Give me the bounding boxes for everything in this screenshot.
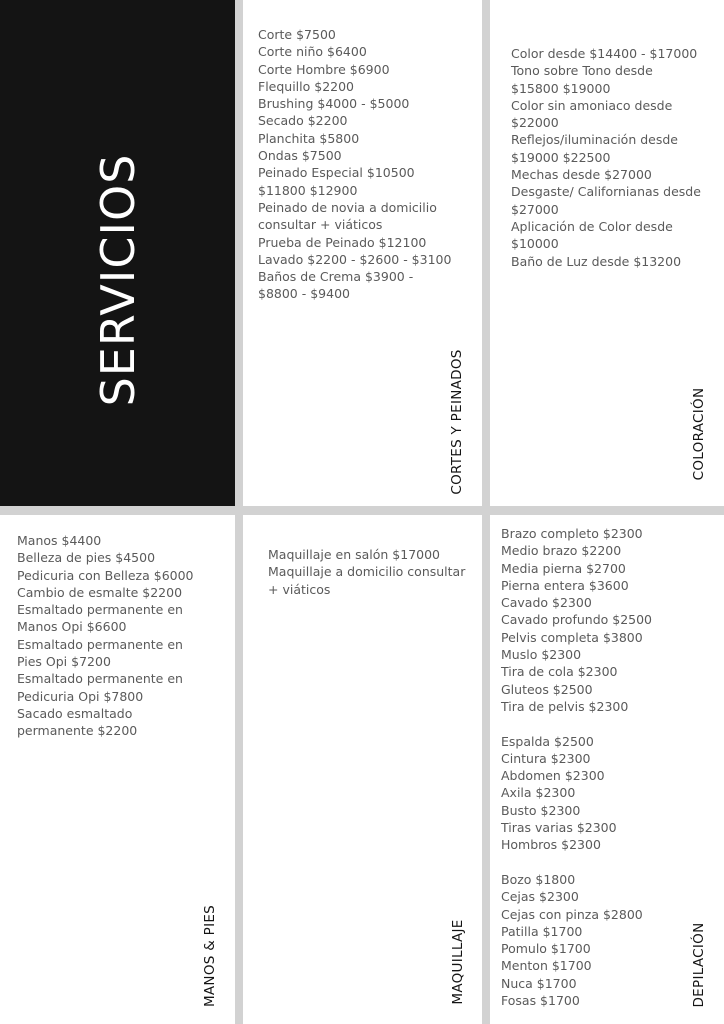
list-item: Corte niño $6400 [258,44,367,60]
list-item: Flequillo $2200 [258,78,355,94]
list-item: Tira de pelvis $2300 [501,698,629,714]
list-item: Aplicación de Color desde [511,218,673,234]
list-item: $19000 $22500 [511,149,611,165]
list-item: Cejas con pinza $2800 [501,906,643,922]
list-item: Cambio de esmalte $2200 [17,584,183,600]
list-item: Pedicuria Opi $7800 [17,688,144,704]
list-item: Esmaltado permanente en [17,636,183,652]
list-item: Fosas $1700 [501,993,580,1009]
section-maquillaje [243,515,482,1024]
list-item: Esmaltado permanente en [17,671,183,687]
list-item: Manos $4400 [17,533,102,548]
list-item: Brushing $4000 - $5000 [258,96,410,112]
list-item: Manos Opi $6600 [17,619,127,635]
list-item: Secado $2200 [258,113,348,129]
list-item: Cintura $2300 [501,750,591,766]
list-item: $10000 [511,236,559,252]
list-item: Cavado profundo $2500 [501,612,653,628]
section-label-cortes: CORTES Y PEINADOS [449,349,465,495]
section-label-coloracion: COLORACIÓN [691,387,707,481]
list-item: Tiras varias $2300 [501,820,617,836]
list-item: Bozo $1800 [501,871,576,887]
section-label-depilacion: DEPILACIÓN [691,922,707,1008]
list-item: Ondas $7500 [258,148,342,164]
list-item: Medio brazo $2200 [501,543,622,559]
list-item: Peinado de novia a domicilio [258,199,437,215]
list-item: Belleza de pies $4500 [17,550,156,566]
section-coloracion [490,0,724,506]
list-item: Peinado Especial $10500 [258,165,415,181]
page-title: SERVICIOS [91,153,145,407]
list-item: Corte $7500 [258,27,336,42]
section-manos-y-pies [0,515,235,1024]
title-block [0,0,235,506]
section-cortes-y-peinados [243,0,482,506]
section-label-manos: MANOS & PIES [202,904,218,1008]
section-depilacion [490,515,724,1024]
depilacion-price-list [501,525,652,1009]
list-item: Baños de Crema $3900 - [258,269,414,285]
horizontal-divider [0,506,724,515]
list-item: permanente $2200 [17,723,138,739]
list-item: Nuca $1700 [501,975,577,991]
list-item: consultar + viáticos [258,217,383,233]
list-item: Color desde $14400 - $17000 [511,46,698,61]
list-item: Pies Opi $7200 [17,654,111,670]
list-item: Media pierna $2700 [501,560,626,576]
list-item: $22000 [511,115,559,131]
list-item: Busto $2300 [501,802,581,818]
list-item: Gluteos $2500 [501,681,593,697]
list-item: Pomulo $1700 [501,941,591,957]
list-item: $8800 - $9400 [258,286,350,302]
list-item: Maquillaje a domicilio consultar [268,564,466,580]
list-item: Axila $2300 [501,785,576,801]
coloracion-price-list [511,45,701,270]
cortes-price-list [258,26,451,303]
maquillaje-price-list [268,546,465,598]
list-item: Tira de cola $2300 [501,664,618,680]
list-item: Mechas desde $27000 [511,167,652,183]
list-item: Prueba de Peinado $12100 [258,234,427,250]
list-item: Pierna entera $3600 [501,577,629,593]
list-item: Esmaltado permanente en [17,602,183,618]
list-item: Patilla $1700 [501,923,583,939]
list-item: $27000 [511,201,559,217]
list-item: $15800 $19000 [511,80,611,96]
list-item: Tono sobre Tono desde [511,63,653,79]
list-item: Abdomen $2300 [501,768,605,784]
list-item: Cavado $2300 [501,595,592,611]
list-item: Menton $1700 [501,958,592,974]
list-item: Baño de Luz desde $13200 [511,253,682,269]
list-item: Lavado $2200 - $2600 - $3100 [258,251,452,267]
list-item: Cejas $2300 [501,889,579,905]
list-item: Pedicuria con Belleza $6000 [17,567,194,583]
list-item: Hombros $2300 [501,837,601,853]
list-item: Maquillaje en salón $17000 [268,547,441,562]
manos-price-list [17,532,194,740]
list-item: Sacado esmaltado [17,705,133,721]
list-item: Desgaste/ Californianas desde [511,184,701,200]
list-item: Espalda $2500 [501,733,594,749]
list-item: $11800 $12900 [258,182,358,198]
list-item: Planchita $5800 [258,130,360,146]
list-item: Reflejos/iluminación desde [511,132,678,148]
list-item: Pelvis completa $3800 [501,629,643,645]
list-item: Brazo completo $2300 [501,526,643,541]
list-item: Corte Hombre $6900 [258,61,390,77]
section-label-maquillaje: MAQUILLAJE [450,919,466,1005]
list-item: Color sin amoniaco desde [511,97,673,113]
list-item: Muslo $2300 [501,647,582,663]
list-item: + viáticos [268,581,331,597]
